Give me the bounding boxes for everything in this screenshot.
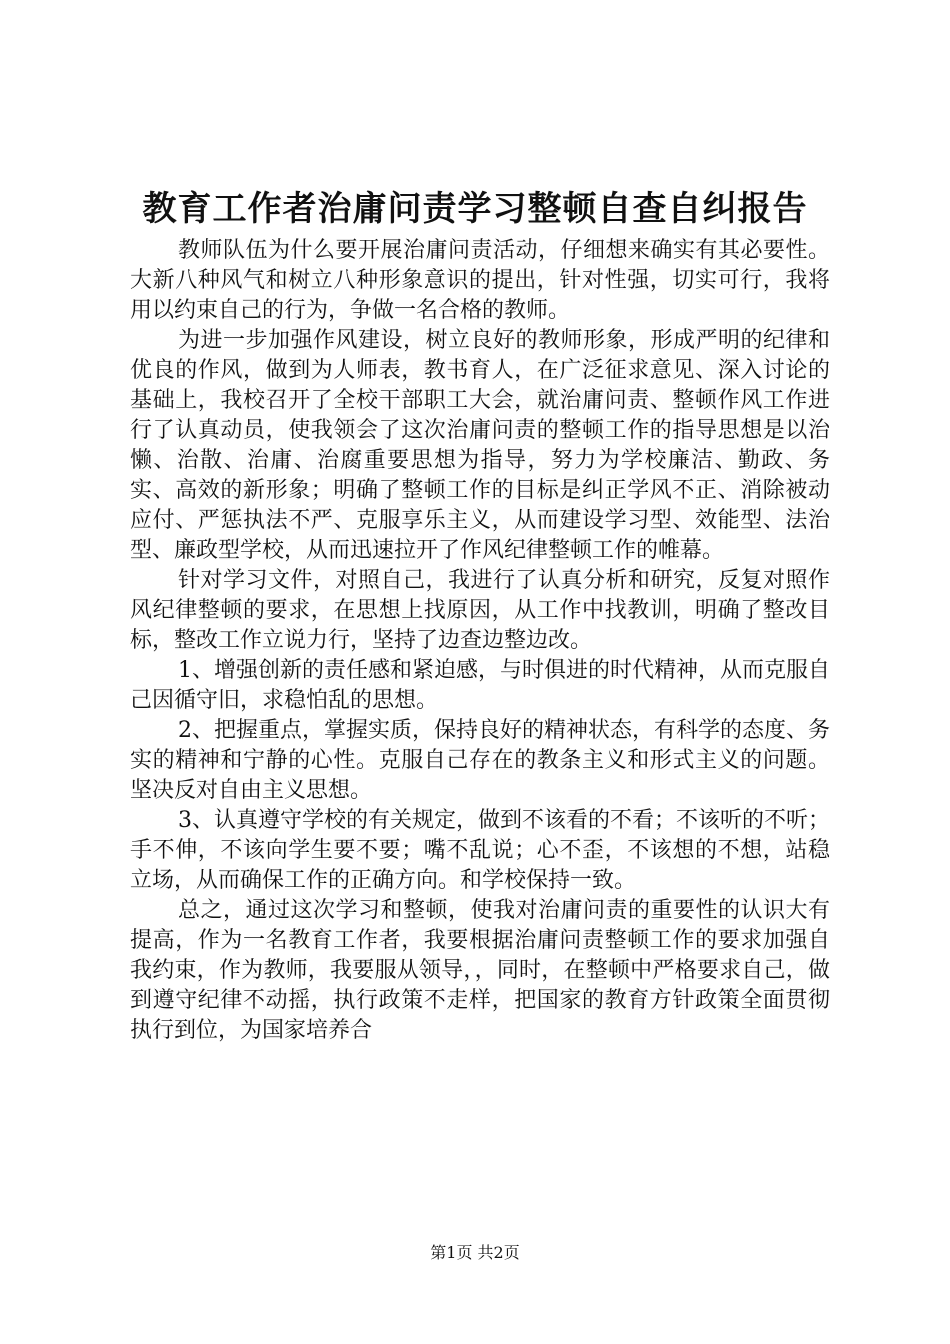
document-body (130, 236, 830, 1046)
paragraph-4: 1、增强创新的责任感和紧迫感，与时俱进的时代精神，从而克服自己因循守旧，求稳怕乱的思想。 (130, 658, 830, 713)
paragraph-1: 教师队伍为什么要开展治庸问责活动，仔细想来确实有其必要性。大新八种风气和树立八种形象意识的提出，针对性强，切实可行，我将用以约束自己的行为，争做一名合格的教师。 (130, 238, 830, 323)
paragraph-7: 总之，通过这次学习和整顿，使我对治庸问责的重要性的认识大有提高，作为一名教育工作者，我要根据治庸问责整顿工作的要求加强自我约束，作为教师，我要服从领导，，同时，在整顿中严格要求自己，做到遵守纪律不动摇，执行政策不走样，把国家的教育方针政策全面贯彻执行到位，为国家培养合 (130, 898, 830, 1043)
paragraph-5: 2、把握重点，掌握实质，保持良好的精神状态，有科学的态度、务实的精神和宁静的心性。克服自己存在的教条主义和形式主义的问题。坚决反对自由主义思想。 (130, 718, 830, 803)
document-title: 教育工作者治庸问责学习整顿自查自纠报告 (142, 189, 808, 229)
page-number-footer: 第1页 共2页 (430, 1243, 520, 1262)
paragraph-3: 针对学习文件，对照自己，我进行了认真分析和研究，反复对照作风纪律整顿的要求，在思想上找原因，从工作中找教训，明确了整改目标，整改工作立说力行，坚持了边查边整边改。 (130, 568, 830, 653)
paragraph-6: 3、认真遵守学校的有关规定，做到不该看的不看；不该听的不听；手不伸，不该向学生要不要；嘴不乱说；心不歪，不该想的不想，站稳立场，从而确保工作的正确方向。和学校保持一致。 (130, 808, 830, 893)
paragraph-2: 为进一步加强作风建设，树立良好的教师形象，形成严明的纪律和优良的作风，做到为人师表，教书育人，在广泛征求意见、深入讨论的基础上，我校召开了全校干部职工大会，就治庸问责、整顿作风工作进行了认真动员，使我领会了这次治庸问责的整顿工作的指导思想是以治懒、治散、治庸、治腐重要思想为指导，努力为学校廉洁、勤政、务实、高效的新形象；明确了整顿工作的目标是纠正学风不正、消除被动应付、严惩执法不严、克服享乐主义，从而建设学习型、效能型、法治型、廉政型学校，从而迅速拉开了作风纪律整顿工作的帷幕。 (130, 328, 830, 563)
